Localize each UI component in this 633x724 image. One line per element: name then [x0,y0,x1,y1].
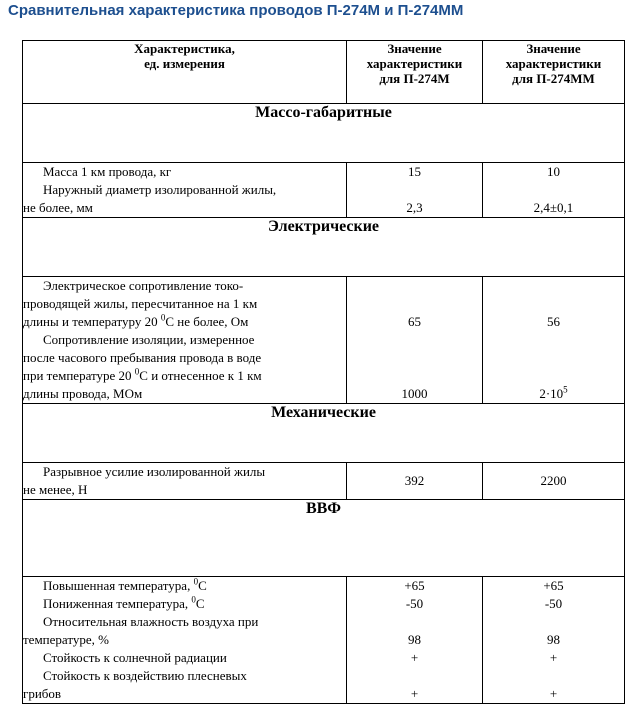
section-row [23,500,625,577]
table-row [23,163,625,218]
page-title: Сравнительная характеристика проводов П-274М и П-274ММ [8,2,464,19]
section-row [23,404,625,463]
row-desc: Разрывное усилие изолированной жилы не менее, Н [23,463,347,500]
section-row [23,218,625,277]
section-electric: Электрические [23,218,625,277]
header-value-p274mm: Значение характеристики для П-274ММ [483,41,625,104]
table-row [23,463,625,500]
row-value-p274mm: 2200 [483,463,625,500]
table-row [23,277,625,404]
spec-table [22,40,625,704]
section-mechanic: Механические [23,404,625,463]
row-value-p274m: +65 -50 98 + + [347,577,483,704]
row-desc: Масса 1 км провода, кг Наружный диаметр изолированной жилы, не более, мм [23,163,347,218]
row-value-p274m: 65 1000 [347,277,483,404]
header-row [23,41,625,104]
row-desc: Повышенная температура, $^0$С Пониженная температура, $^0$С Относительная влажность воздуха при температуре, % Стойкость к солнечной радиации Стойкость к воздействию плесневых грибов [23,577,347,704]
row-desc: Электрическое сопротивление токо- проводящей жилы, пересчитанное на 1 км длины и температуру 20 $^0$С не более, Ом Сопротивление изоляции, измеренное после часового пребывания провода в воде при температуре 20 $^0$С и отнесенное к 1 км длины провода, МОм [23,277,347,404]
section-vvf: ВВФ [23,500,625,577]
row-value-p274mm: 10 2,4±0,1 [483,163,625,218]
section-row [23,104,625,163]
row-value-p274mm: +65 -50 98 + + [483,577,625,704]
section-mass: Массо-габаритные [23,104,625,163]
header-value-p274m: Значение характеристики для П-274М [347,41,483,104]
row-value-p274mm: 56 $2\cdot 10^5$ [483,277,625,404]
header-characteristic: Характеристика, ед. измерения [23,41,347,104]
table-row [23,577,625,704]
row-value-p274m: 392 [347,463,483,500]
row-value-p274m: 15 2,3 [347,163,483,218]
